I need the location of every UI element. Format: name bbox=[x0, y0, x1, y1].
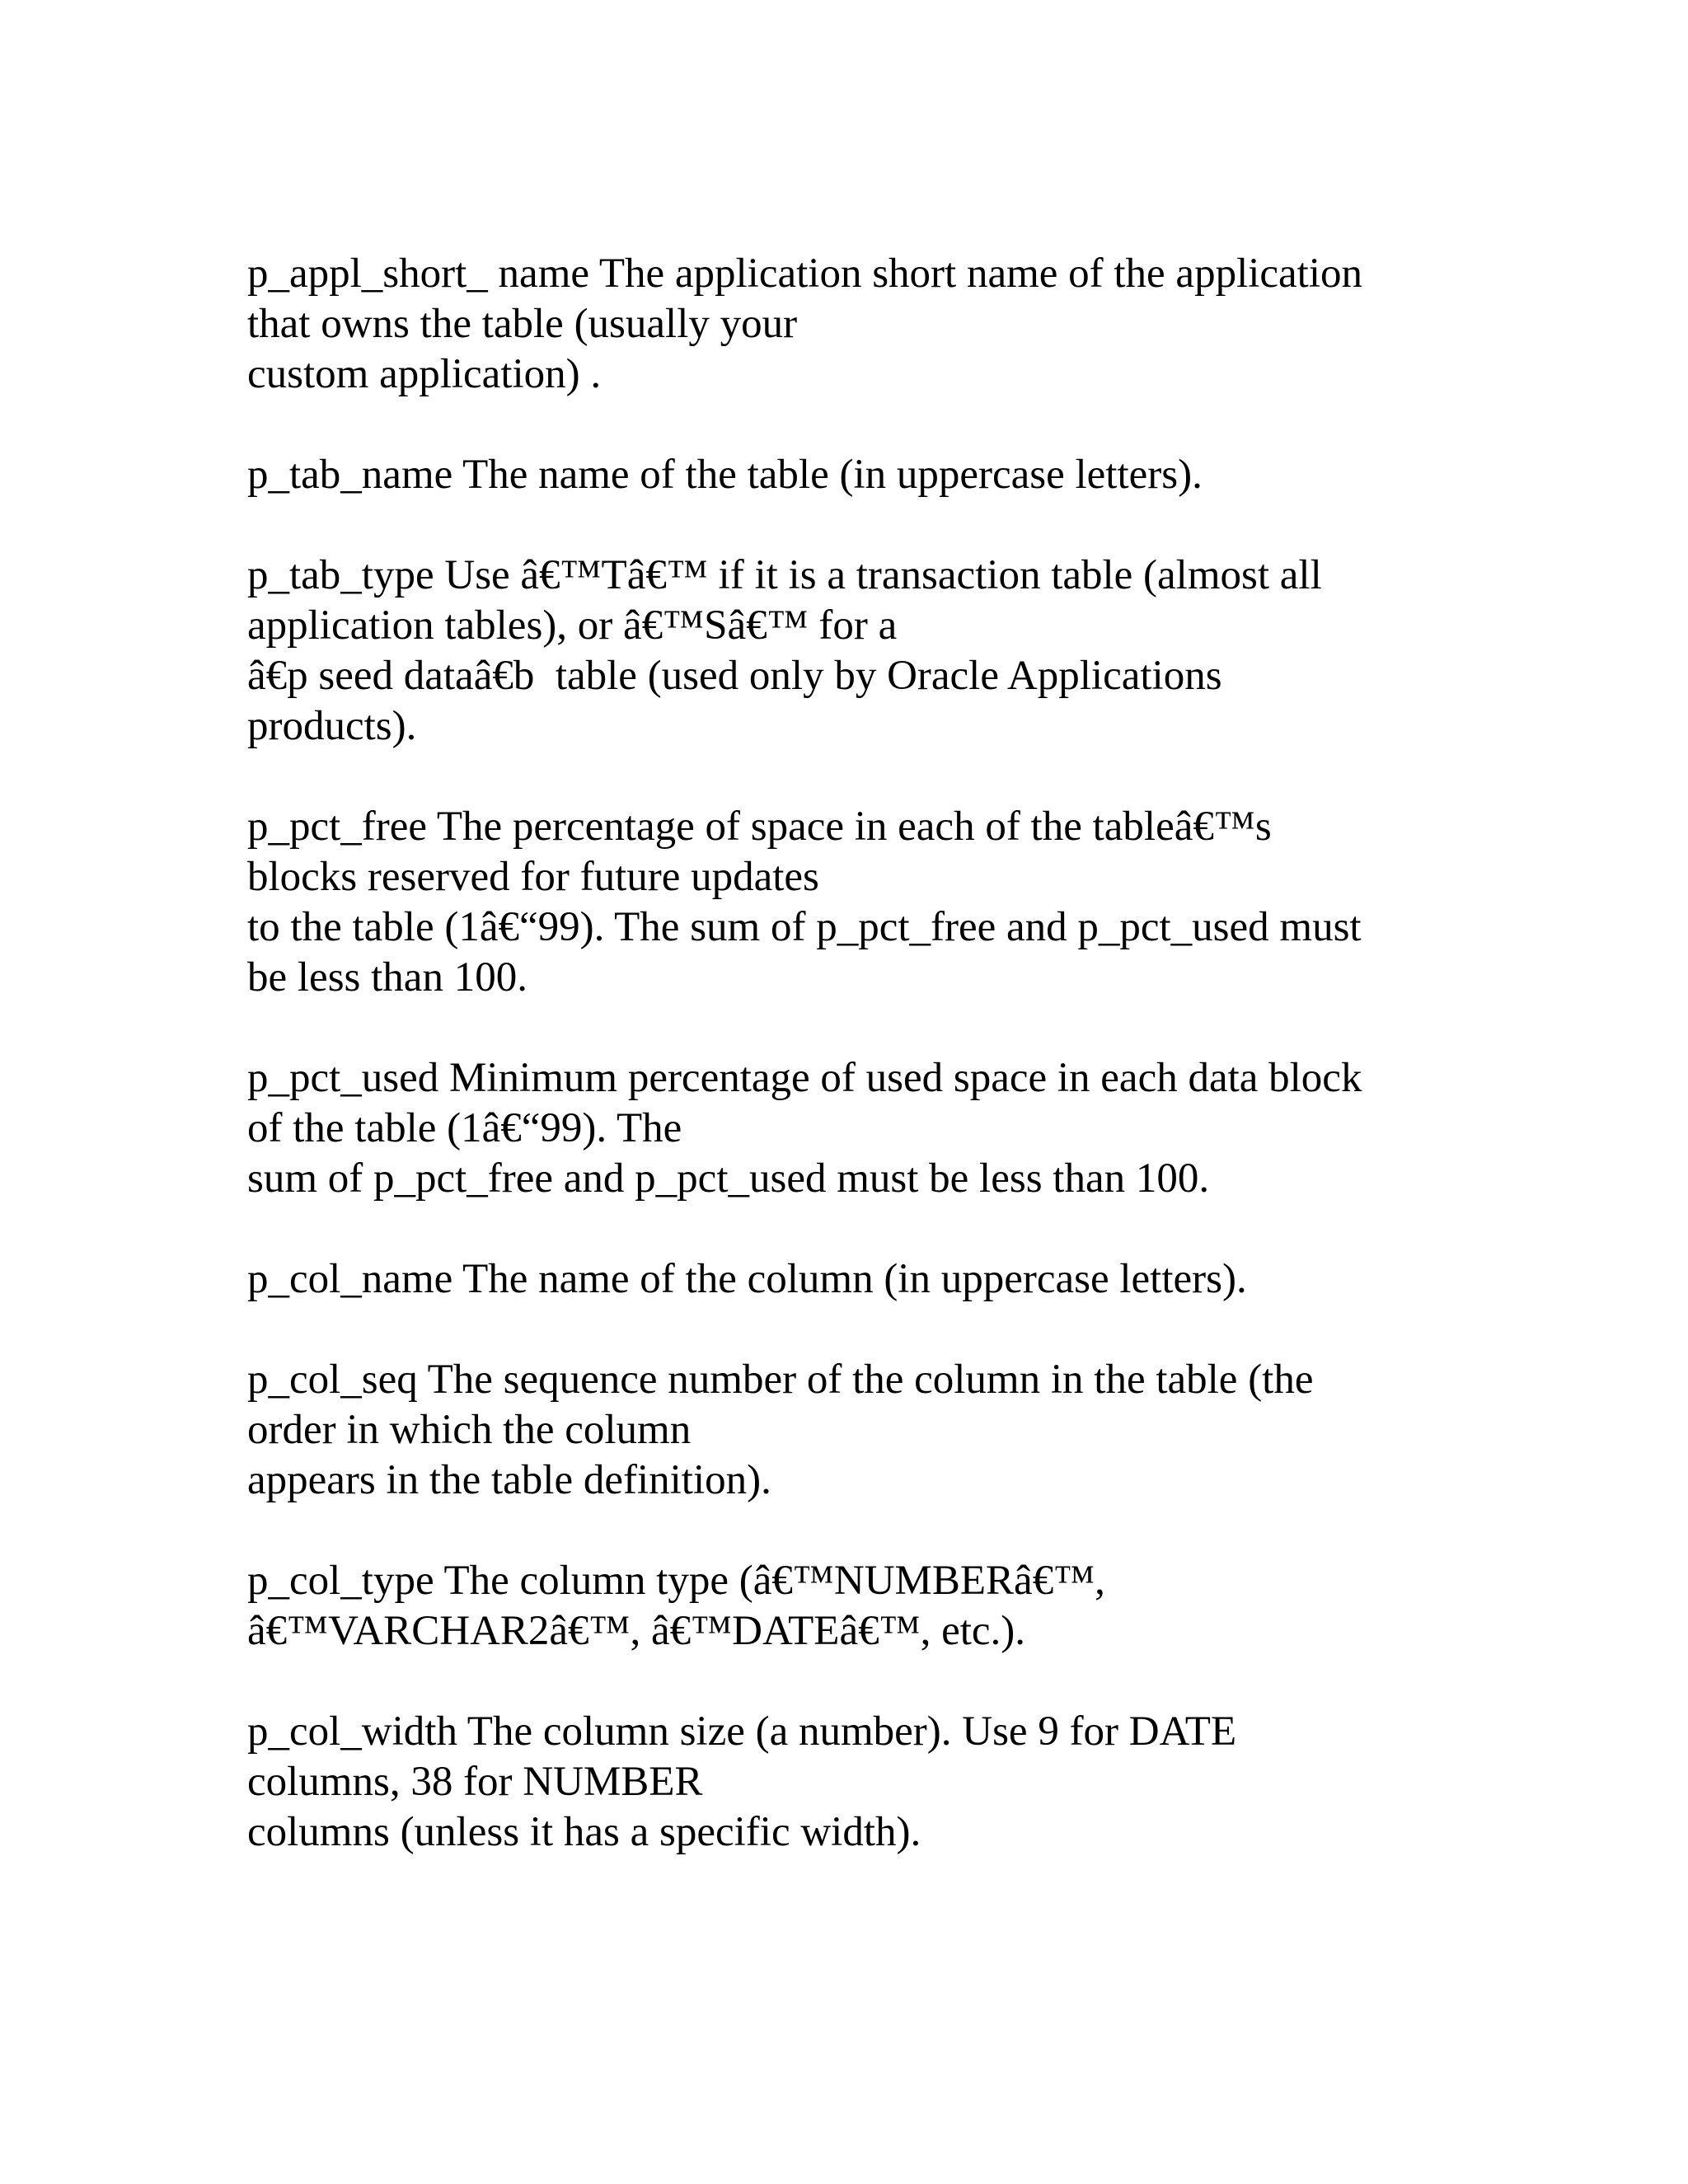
text-line: columns, 38 for NUMBER bbox=[247, 1759, 703, 1805]
paragraph-p-tab-name bbox=[247, 450, 1451, 500]
paragraph-p-tab-type bbox=[247, 551, 1451, 752]
text-line: p_col_width The column size (a number). Use 9 for DATE bbox=[247, 1708, 1237, 1755]
text-line: application tables), or â€™Sâ€™ for a bbox=[247, 602, 898, 649]
paragraph-p-pct-free bbox=[247, 802, 1451, 1003]
paragraph-p-appl-short-name bbox=[247, 249, 1451, 400]
text-line: p_pct_used Minimum percentage of used space in each data block bbox=[247, 1055, 1362, 1101]
text-line: sum of p_pct_free and p_pct_used must be less than 100. bbox=[247, 1155, 1210, 1202]
text-line: of the table (1â€“99). The bbox=[247, 1105, 682, 1151]
text-line: custom application) . bbox=[247, 351, 602, 397]
text-line: to the table (1â€“99). The sum of p_pct_free and p_pct_used must bbox=[247, 904, 1362, 950]
paragraph-p-col-width bbox=[247, 1707, 1451, 1858]
text-line: p_col_seq The sequence number of the column in the table (the bbox=[247, 1357, 1314, 1403]
text-line: p_tab_name The name of the table (in uppercase letters). bbox=[247, 452, 1203, 498]
text-line: p_col_name The name of the column (in uppercase letters). bbox=[247, 1256, 1247, 1302]
text-line: order in which the column bbox=[247, 1407, 692, 1453]
text-line: products). bbox=[247, 703, 417, 749]
text-line: appears in the table definition). bbox=[247, 1457, 771, 1503]
text-line: blocks reserved for future updates bbox=[247, 854, 819, 900]
text-line: p_tab_type Use â€™Tâ€™ if it is a transaction table (almost all bbox=[247, 552, 1322, 598]
paragraph-p-col-name bbox=[247, 1254, 1451, 1305]
text-line: be less than 100. bbox=[247, 954, 528, 1001]
document-body bbox=[247, 249, 1451, 1908]
paragraph-p-col-seq bbox=[247, 1355, 1451, 1506]
text-line: p_pct_free The percentage of space in each of the tableâ€™s bbox=[247, 804, 1272, 850]
text-line: â€™VARCHAR2â€™, â€™DATEâ€™, etc.). bbox=[247, 1608, 1025, 1654]
text-line: columns (unless it has a specific width). bbox=[247, 1809, 921, 1855]
text-line: that owns the table (usually your bbox=[247, 301, 798, 347]
paragraph-p-pct-used bbox=[247, 1053, 1451, 1204]
text-line: p_appl_short_ name The application short name of the application bbox=[247, 251, 1363, 297]
text-line: â€p seed dataâ€b table (used only by Oracle Applications bbox=[247, 653, 1222, 699]
text-line: p_col_type The column type (â€™NUMBERâ€™, bbox=[247, 1558, 1105, 1604]
paragraph-p-col-type bbox=[247, 1556, 1451, 1657]
